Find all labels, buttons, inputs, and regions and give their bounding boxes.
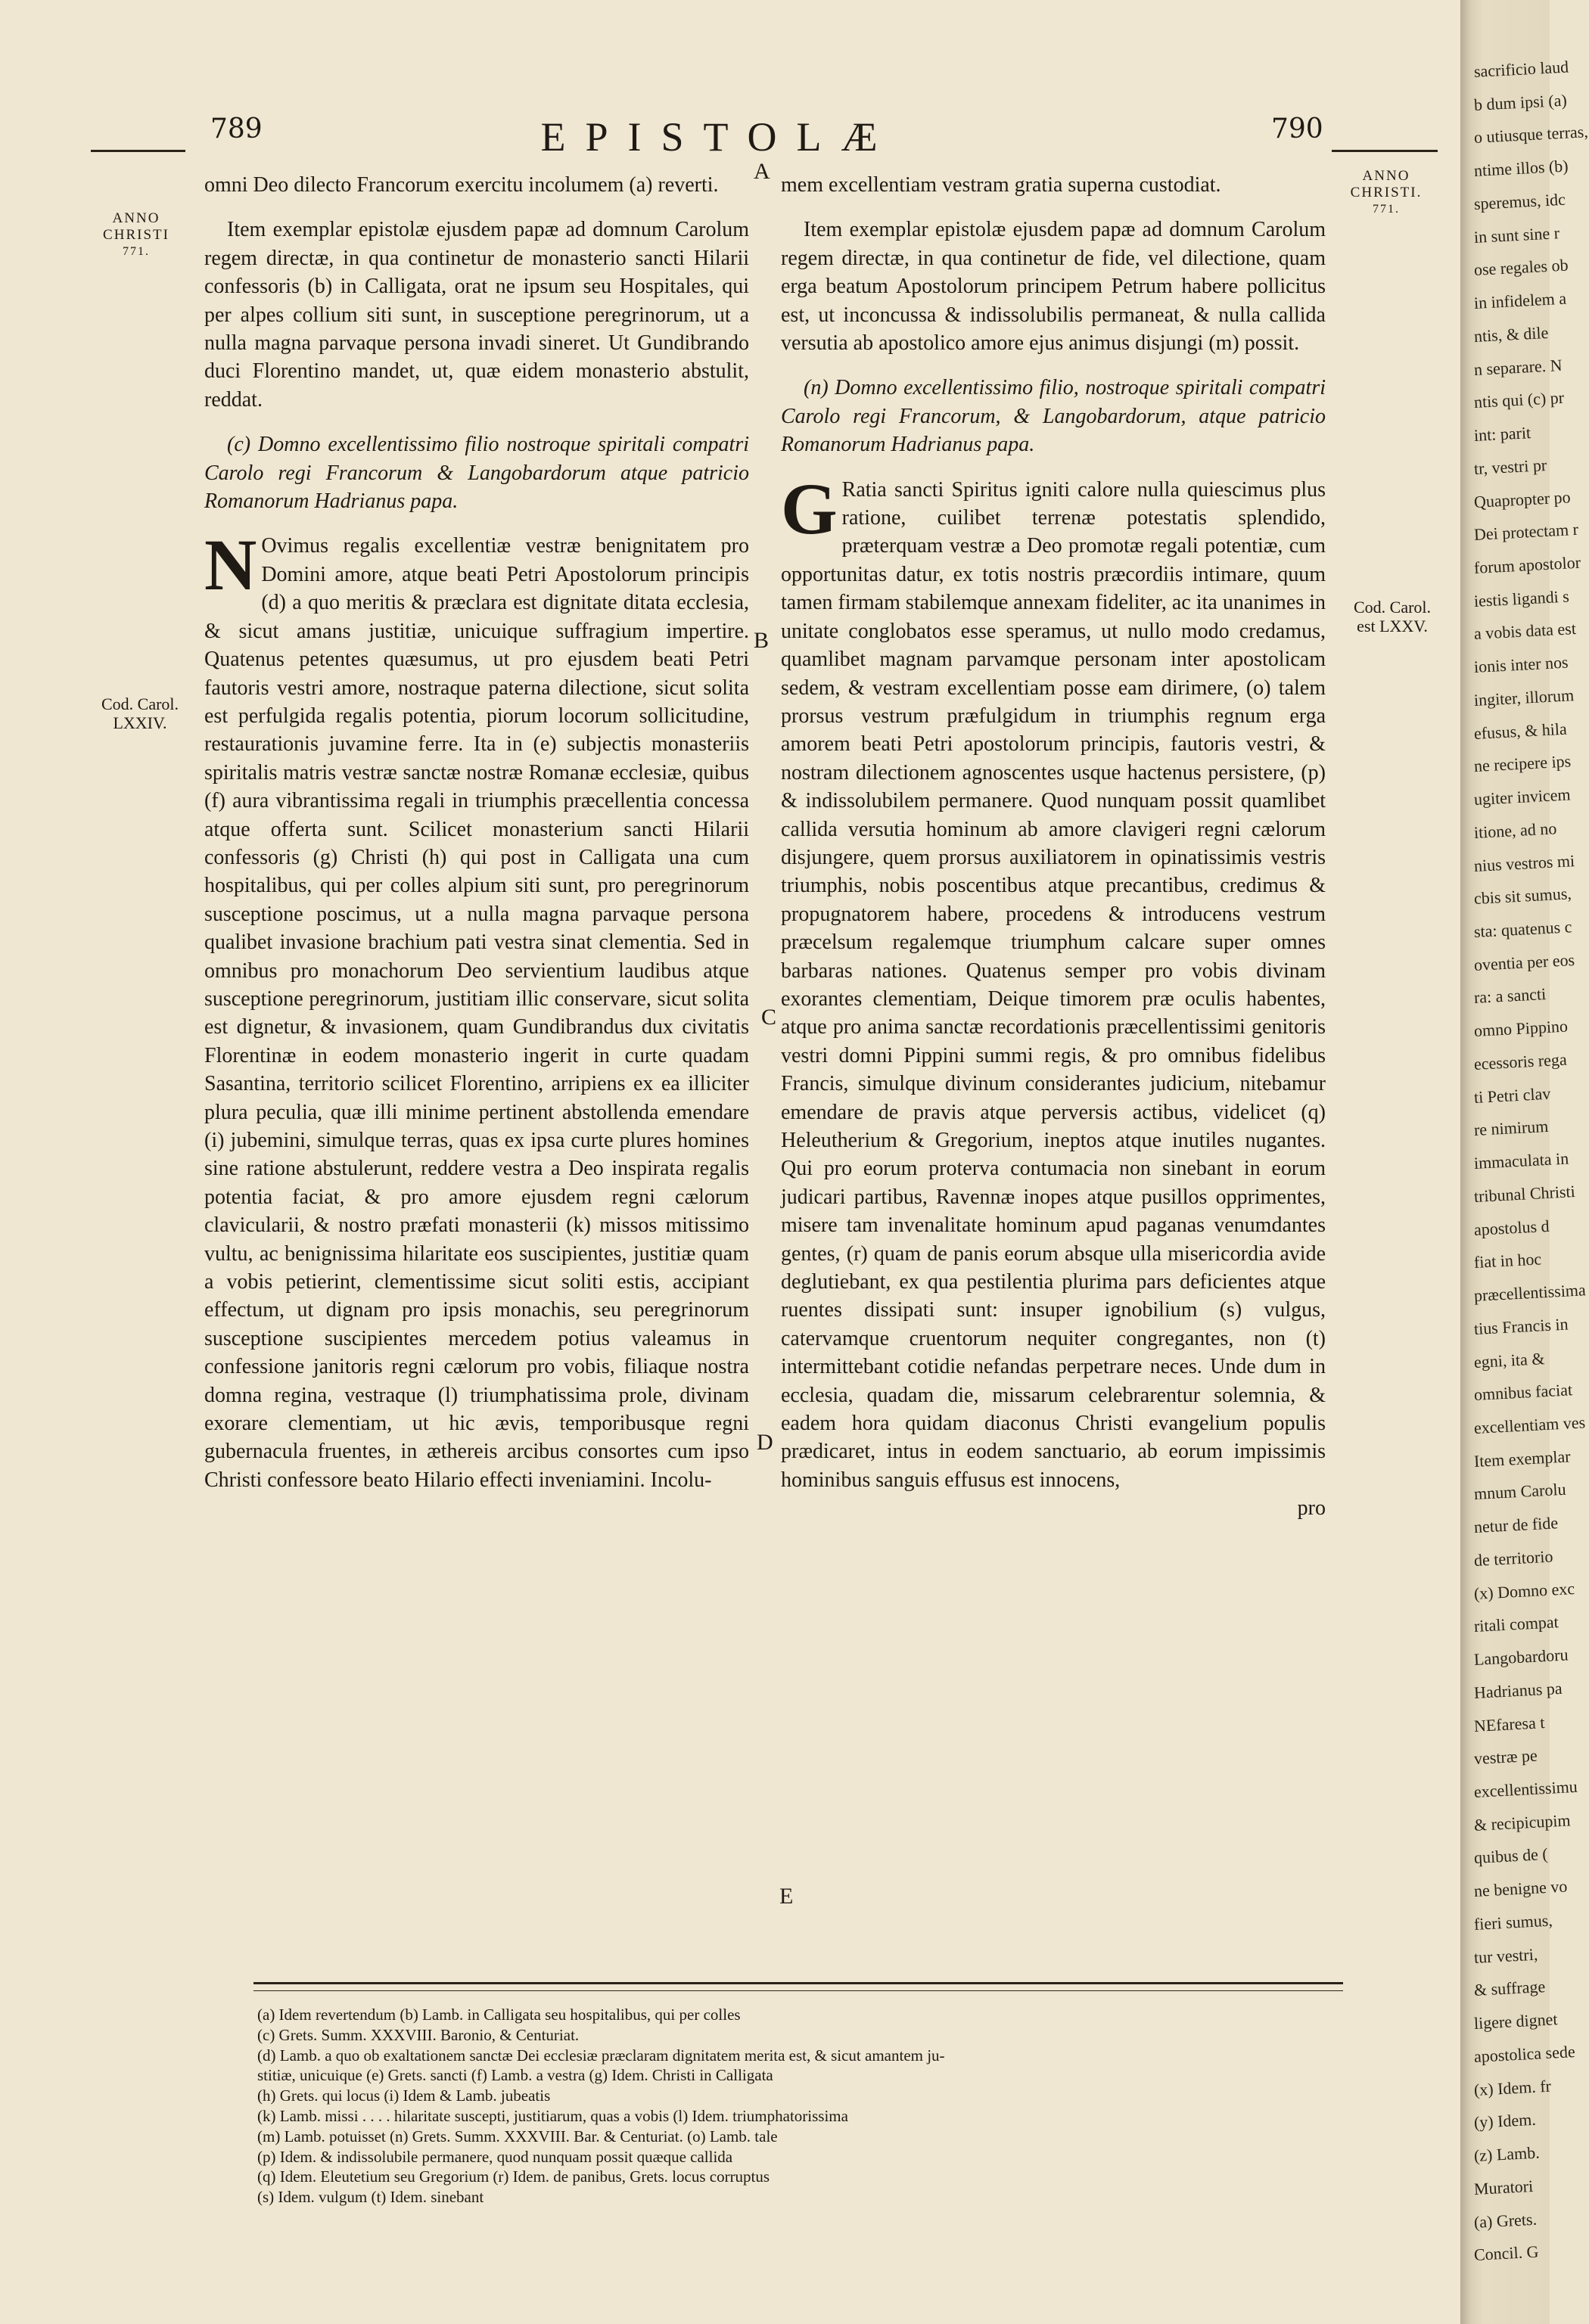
right-letter-body: G Ratia sancti Spiritus igniti calore nulla quiescimus plus ratione, cuilibet terrenæ potestatis splendido, præterquam vestræ a Deo promotæ regali potentiæ, cum opportunitas datur, ex totis nostris præcordiis intimare, quum tamen firmam stabilemque annexam fideliter, ac ita unanimes in unitate conglobatos esse speramus, ut nullo modo credamus, quamlibet magnam parvamque personam inter apostolicam sedem, & vestram excellentiam posse eam dirimere, (o) talem prorsus vestrum præfulgidum in triumphis regnum erga amorem beati Petri apostolorum principis, fautoris vestri, & nostram dilectionem agnoscentes usque hactenus persistere, (p) & indissolubilem permanere. Quod nunquam possit quamlibet callida versutia hominum ab amore clavigeri regni cælorum disjungere, quem prorsus auxiliatorem in opinatissimis vestris triumphis, nobis poscentibus atque precantibus, credimus & propugnatorem habere, procedens & introducens vestrum præcelsum regalemque triumphum calcare super omnes barbaras nationes. Quatenus semper pro vobis divinam exorantes clementiam, Deique timorem præ oculis habentes, atque pro anima sanctæ recordationis præcellentissimi genitoris vestri domni Pippini summi regis, & pro omnibus fidelibus Francis, simulque divinum considerantes judicium, nitebamur emendare de pravis atque perversis actibus, videlicet (q) Heleutherium & Gregorium, ineptos atque inutiles nugantes. Qui pro eorum proterva contumacia non sinebant in eorum judicari partibus, Ravennæ inopes atque pusillos opprimentes, misere tam invenalitate hominum apud paganas venumdantes gentes, (r) quam de panis eorum absque ulla misericordia avide deglutiebant, ex qua pestilentia plurima pars deficientes atque ruentes dissipati sunt: insuper ignobilium (s) vulgus, catervamque cruentorum nequiter congregantes, non (t) intermittebant cotidie nefandas perpetrare neces. Unde dum in ecclesia, quadam die, missarum celebrarentur solemnia, & eadem hora quidam diaconus Christi evangelium populis prædicaret, intus in eodem sanctuario, ab eorum impissimis hominibus sanguis effusus est innocens,: [781, 468, 1326, 1492]
section-letter-d: D: [757, 1430, 773, 1455]
footnote-line: (h) Grets. qui locus (i) Idem & Lamb. jubeatis: [257, 2086, 551, 2105]
edge-text-line: quibus de (: [1473, 1844, 1549, 1867]
footnote-rule-thin: [253, 1990, 1343, 1991]
edge-text-line: (a) Grets.: [1473, 2209, 1538, 2232]
edge-text-line: excellentissimu: [1473, 1776, 1578, 1801]
right-address: (n) Domno excellentissimo filio, nostroque spiritali compatri Carolo regi Francorum, & Langobardorum, atque patricio Romanorum Hadrianus papa.: [781, 376, 1326, 457]
codex-ref-right: Cod. Carol. est LXXV.: [1353, 598, 1432, 635]
edge-text-line: iestis ligandi s: [1473, 586, 1570, 611]
edge-text-line: tius Francis in: [1473, 1314, 1569, 1338]
left-continuation: omni Deo dilecto Francorum exercitu incolumem (a) reverti.: [204, 173, 719, 197]
anno-christi-left: ANNO CHRISTI 771.: [103, 210, 169, 258]
edge-text-line: sacrificio laud: [1473, 57, 1569, 81]
footnote-line: (p) Idem. & indissolubile permanere, quod nunquam possit quæque callida: [257, 2147, 733, 2166]
footnote-line: (m) Lamb. potuisset (n) Grets. Summ. XXXVIII. Bar. & Centuriat. (o) Lamb. tale: [257, 2127, 778, 2145]
edge-text-line: ionis inter nos: [1473, 652, 1569, 676]
footnote-line: (d) Lamb. a quo ob exaltationem sanctæ Dei ecclesiæ præclaram dignitatem merita est, & sicut amantem ju-: [257, 2046, 945, 2065]
edge-text-line: ne benigne vo: [1473, 1876, 1568, 1900]
footnotes: [257, 2005, 1347, 2207]
edge-text-line: Dei protectam r: [1473, 519, 1579, 544]
left-summary: Item exemplar epistolæ ejusdem papæ ad domnum Carolum regem directæ, in qua continetur de monasterio sancti Hilarii confessoris (b) in Calligata, orat ne ipsum seu Hospitales, qui per alpes collium siti sunt, in susceptione peregrinorum, ut a nulla magna parvaque persona invadi sineret. Ut Gundibrando duci Florentino mandet, ut, quæ eidem monasterio abstulit, reddat.: [204, 218, 749, 412]
edge-text-line: ntime illos (b): [1473, 156, 1569, 180]
edge-text-line: in sunt sine r: [1473, 223, 1560, 247]
edge-text-line: (z) Lamb.: [1473, 2142, 1541, 2165]
edge-text-line: (x) Idem. fr: [1473, 2076, 1552, 2099]
section-letter-a: A: [754, 159, 770, 184]
edge-text-line: omnibus faciat: [1473, 1380, 1573, 1404]
footnote-line: stitiæ, unicuique (e) Grets. sancti (f) Lamb. a vestra (g) Idem. Christi in Calligata: [257, 2066, 773, 2085]
edge-text-line: apostolus d: [1473, 1216, 1550, 1239]
edge-text-line: omno Pippino: [1473, 1016, 1569, 1040]
anno-christi-right: ANNO CHRISTI. 771.: [1350, 168, 1423, 216]
catchword: pro: [1297, 1496, 1326, 1521]
edge-text-line: ose regales ob: [1473, 255, 1569, 279]
edge-text-line: re nimirum: [1473, 1116, 1549, 1139]
edge-text-line: Muratori: [1473, 2176, 1534, 2198]
edge-text-line: ne recipere ips: [1473, 751, 1572, 775]
edge-text-line: netur de fide: [1473, 1513, 1559, 1536]
edge-text-line: itione, ad no: [1473, 819, 1557, 842]
edge-text-line: & suffrage: [1473, 1977, 1546, 1999]
edge-text-line: apostolica sede: [1473, 2042, 1576, 2066]
edge-text-line: in infidelem a: [1473, 288, 1567, 312]
edge-text-line: o utiusque terras,: [1473, 122, 1589, 147]
edge-text-line: int: parit: [1473, 423, 1531, 445]
section-letter-e: E: [779, 1884, 794, 1909]
edge-text-line: mnum Carolu: [1473, 1479, 1567, 1503]
edge-text-line: Quapropter po: [1473, 487, 1572, 511]
drop-cap-n: N: [204, 524, 257, 606]
footnote-line: (a) Idem revertendum (b) Lamb. in Calligata seu hospitalibus, qui per colles: [257, 2006, 741, 2024]
edge-text-line: speremus, idc: [1473, 189, 1566, 213]
edge-text-line: vestræ pe: [1473, 1745, 1538, 1768]
edge-text-line: ingiter, illorum: [1473, 685, 1575, 710]
edge-text-line: efusus, & hila: [1473, 719, 1568, 743]
footnote-line: (s) Idem. vulgum (t) Idem. sinebant: [257, 2188, 484, 2207]
page-number-left: 789: [210, 113, 263, 144]
left-letter-body: N Ovimus regalis excellentiæ vestræ benignitatem pro Domini amore, atque beati Petri Apostolorum principis (d) a quo meritis & præclara est dignitate ditata ecclesia, & sicut amans justitiæ, unicuique suffragium impertire. Quatenus petentes quæsumus, ut pro ejusdem beati Petri fautoris vestri amore, nostraque paterna dilectione, sicut solita est perfulgida regalis potentia, piorum locorum sollicitudine, restaurationis juvamine ferre. Ita in (e) subjectis monasteriis spiritalis matris vestræ sanctæ nostræ Romanæ ecclesiæ, quibus (f) aura vibrantissima regali in triumphis præcellentia concessa atque offerta sunt. Scilicet monasterium sancti Hilarii confessoris (g) Christi (h) qui post in Calligata una cum hospitalibus, qui per colles alpium siti sunt, pro peregrinorum susceptione poscimus, ut a nulla magna parvaque persona qualibet invasione brachium pati vestra sinat clementia. Sed in omnibus pro monachorum Deo servientium laudibus atque susceptione peregrinorum, justitiam illic conservare, sicut solita est dignetur, & invasionem, quam Gundibrandus dux civitatis Florentinæ in eodem monasterio ingerit in curte quadam Sasantina, territorio scilicet Florentino, arripiens ex ea illiciter plura peculia, quæ illi minime pertinent abstollenda emendare (i) jubemini, simulque terras, quas ex ipsa curte plures homines sine ratione abstulerunt, reddere vestra a Deo inspirata regalis potentia faciat, & pro amore ejusdem regni cælorum clavicularii, & nostro præfati monasterii (k) missos mitissimo vultu, ac benignissima hilaritate eos suscipientes, justitiæ quam a vobis petierint, clementissime sicut soliti estis, accipiant effectum, ut dignam pro ipsis monachis, seu peregrinorum susceptione suscipientes mercedem potius valeamus in confessione janitoris regni cælorum pro vobis, filiaque nostra domna regina, vestraque (l) triumphatissima prole, divinam exorare clementiam, ut hic ævis, temporibusque regni gubernacula fruentes, in æthereis arcibus consortes cum ipso Christi confessore beato Hilario effecti inveniamini. Incolu-: [204, 524, 749, 1492]
edge-text-line: fiat in hoc: [1473, 1249, 1542, 1272]
edge-text-line: ntis, & dile: [1473, 322, 1549, 346]
edge-text-line: Hadrianus pa: [1473, 1678, 1563, 1702]
edge-text-line: nius vestros mi: [1473, 851, 1575, 875]
edge-text-line: de territorio: [1473, 1546, 1553, 1570]
section-letter-c: C: [761, 1005, 777, 1030]
edge-text-line: b dum ipsi (a): [1473, 90, 1568, 114]
edge-text-line: fieri sumus,: [1473, 1910, 1553, 1934]
drop-cap-g: G: [781, 468, 838, 549]
edge-text-line: (x) Domno exc: [1473, 1579, 1575, 1603]
edge-text-line: tr, vestri pr: [1473, 455, 1547, 478]
edge-text-line: ugiter invicem: [1473, 785, 1572, 809]
footnote-line: (q) Idem. Eleutetium seu Gregorium (r) Idem. de panibus, Grets. locus corruptus: [257, 2167, 770, 2186]
header-rule-right: [1332, 150, 1438, 152]
codex-ref-left: Cod. Carol. LXXIV.: [101, 694, 179, 732]
edge-text-line: tribunal Christi: [1473, 1182, 1576, 1206]
page-title: EPISTOLÆ: [540, 114, 897, 160]
edge-text-line: ra: a sancti: [1473, 984, 1547, 1007]
edge-text-line: egni, ita &: [1473, 1349, 1545, 1372]
header-rule-left: [91, 150, 185, 152]
edge-text-line: ecessoris rega: [1473, 1049, 1568, 1073]
right-column: [781, 171, 1326, 1523]
edge-text-line: ligere dignet: [1473, 2009, 1559, 2033]
right-continuation: mem excellentiam vestram gratia superna custodiat.: [781, 173, 1221, 197]
right-summary: Item exemplar epistolæ ejusdem papæ ad domnum Carolum regem directæ, in qua continetur de fide, vel dilectione, quam erga beatum Apostolorum principem Petrum habere pollicitus est, ut inconcussa & indissolubilis permaneat, & nulla callida versutia ab apostolico amore ejus animus disjungi (m) possit.: [781, 218, 1326, 356]
footnote-line: (k) Lamb. missi . . . . hilaritate suscepti, justitiarum, quas a vobis (l) Idem. triumphatorissima: [257, 2106, 848, 2125]
page-number-right: 790: [1271, 113, 1323, 144]
edge-text-line: n separare. N: [1473, 355, 1563, 379]
edge-text-line: (y) Idem.: [1473, 2109, 1537, 2132]
edge-text-line: ti Petri clav: [1473, 1083, 1551, 1107]
edge-text-line: excellentiam ves: [1473, 1412, 1586, 1437]
left-address: (c) Domno excellentissimo filio nostroque spiritali compatri Carolo regi Francorum & Langobardorum atque patricio Romanorum Hadrianus papa.: [204, 433, 749, 514]
edge-text-line: a vobis data est: [1473, 618, 1577, 643]
edge-text-line: Item exemplar: [1473, 1446, 1572, 1471]
section-letter-b: B: [754, 628, 770, 653]
edge-text-line: sta: quatenus c: [1473, 917, 1572, 941]
edge-text-line: cbis sit sumus,: [1473, 884, 1572, 908]
edge-text-line: forum apostolor: [1473, 552, 1581, 577]
edge-text-line: ritali compat: [1473, 1612, 1559, 1636]
footnote-line: (c) Grets. Summ. XXXVIII. Baronio, & Centuriat.: [257, 2025, 580, 2044]
edge-text-line: Concil. G: [1473, 2242, 1540, 2264]
edge-text-line: ntis qui (c) pr: [1473, 387, 1565, 412]
edge-text-line: immaculata in: [1473, 1148, 1569, 1173]
edge-text-line: & recipicupim: [1473, 1810, 1572, 1835]
edge-text-line: tur vestri,: [1473, 1944, 1538, 1967]
edge-text-line: NEfaresa t: [1473, 1713, 1545, 1735]
left-column: [204, 171, 749, 1494]
edge-text-line: præcellentissima: [1473, 1280, 1587, 1305]
edge-text-line: oventia per eos: [1473, 950, 1575, 974]
edge-text-line: Langobardoru: [1473, 1645, 1569, 1669]
footnote-rule: [253, 1982, 1343, 1984]
